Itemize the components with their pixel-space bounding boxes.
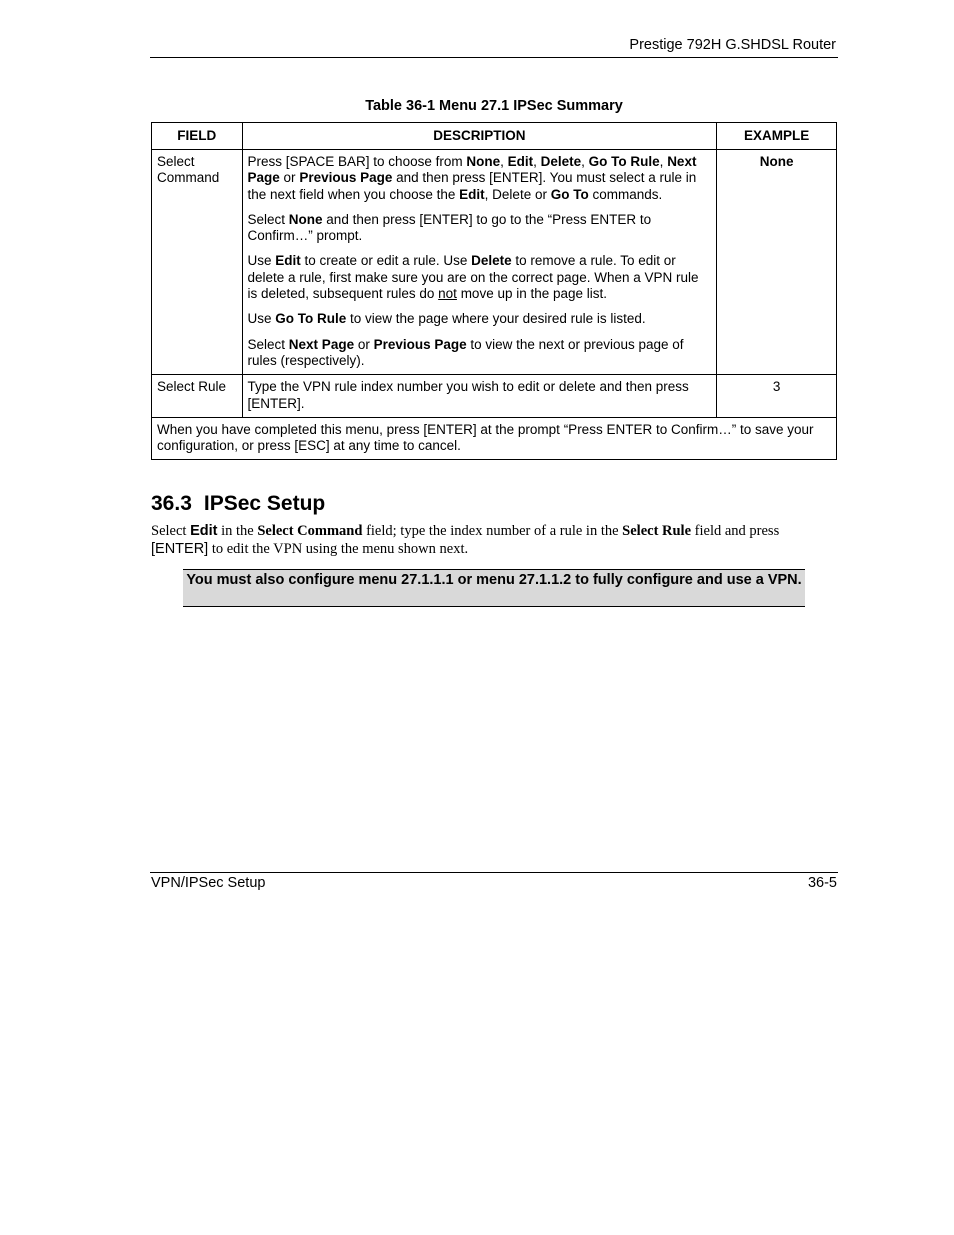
footer-chapter-title: VPN/IPSec Setup	[151, 875, 266, 891]
example-cell: 3	[717, 375, 837, 418]
table-caption: Table 36-1 Menu 27.1 IPSec Summary	[365, 98, 623, 114]
table-header-row	[152, 123, 837, 150]
field-cell: Select Command	[152, 150, 243, 375]
field-cell: Select Rule	[152, 375, 243, 418]
description-paragraph: Select None and then press [ENTER] to go to the “Press ENTER to Confirm…” prompt.	[247, 211, 652, 244]
page-number: 36-5	[807, 875, 837, 891]
description-paragraph: Use Go To Rule to view the page where your desired rule is listed.	[247, 311, 646, 327]
column-header-field: FIELD	[152, 123, 243, 150]
section-title: IPSec Setup	[203, 492, 326, 515]
table-note: When you have completed this menu, press [ENTER] at the prompt “Press ENTER to Confirm…” to save your configuration, or press [ESC] at any time to cancel.	[152, 417, 837, 460]
description-paragraph: Use Edit to create or edit a rule. Use Delete to remove a rule. To edit or delete a rule, first make sure you are on the correct page. When a VPN rule is deleted, subsequent rules do not move up in the page list.	[247, 253, 699, 302]
description-paragraph: Press [SPACE BAR] to choose from None, Edit, Delete, Go To Rule, Next Page or Previous Page and then press [ENTER]. You must select a rule in the next field when you choose the Edit, Delete or Go To commands.	[247, 154, 697, 202]
section-number: 36.3	[151, 492, 192, 515]
section-heading	[151, 492, 325, 516]
table-row	[152, 375, 837, 418]
note-box: You must also configure menu 27.1.1.1 or menu 27.1.1.2 to fully configure and use a VPN.	[183, 569, 805, 607]
column-header-description: DESCRIPTION	[242, 123, 717, 150]
description-cell: Type the VPN rule index number you wish to edit or delete and then press [ENTER].	[242, 375, 717, 418]
column-header-example: EXAMPLE	[717, 123, 837, 150]
ipsec-summary-table	[151, 122, 837, 460]
footer-divider	[150, 872, 838, 873]
body-paragraph: Select Edit in the Select Command field; type the index number of a rule in the Select Rule field and press [ENTER] to edit the VPN using the menu shown next.	[151, 523, 780, 557]
table-note-row	[152, 417, 837, 460]
running-header: Prestige 792H G.SHDSL Router	[629, 37, 836, 53]
table-row	[152, 150, 837, 375]
example-cell: None	[717, 150, 837, 375]
description-paragraph: Select Next Page or Previous Page to view the next or previous page of rules (respectively).	[247, 336, 684, 368]
description-cell	[242, 150, 717, 375]
header-divider	[150, 57, 838, 58]
